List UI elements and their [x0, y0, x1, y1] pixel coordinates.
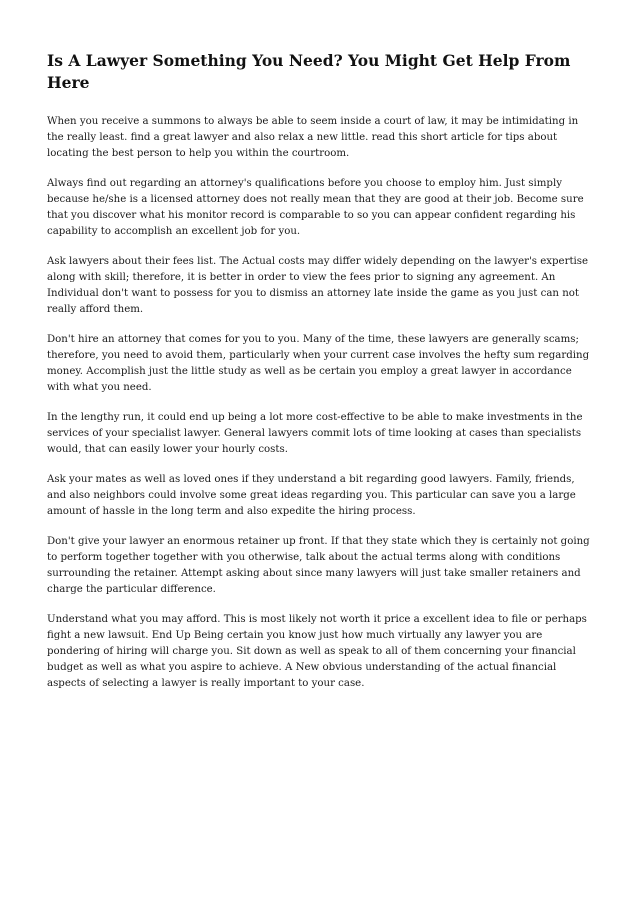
- document-title: Is A Lawyer Something You Need? You Might Get Help From Here: [47, 51, 571, 92]
- paragraph-6: Ask your mates as well as loved ones if they understand a bit regarding good lawyers. Family, friends, and also neighbors could involve some great ideas regarding you. This particular can save you a large amount of hassle in the long term and also expedite the hiring process.: [47, 474, 576, 517]
- paragraph-4: Don't hire an attorney that comes for you to you. Many of the time, these lawyers are generally scams; therefore, you need to avoid them, particularly when your current case involves the hefty sum regarding money. Accomplish just the little study as well as be certain you employ a great lawyer in accordance with what you need.: [47, 334, 590, 393]
- paragraph-3: Ask lawyers about their fees list. The Actual costs may differ widely depending on the lawyer's expertise along with skill; therefore, it is better in order to view the fees prior to signing any agreement. An Individual don't want to possess for you to dismiss an attorney late inside the game as you just can not really afford them.: [47, 256, 589, 315]
- paragraph-8: Understand what you may afford. This is most likely not worth it price a excellent idea to file or perhaps fight a new lawsuit. End Up Being certain you know just how much virtually any lawyer you are pondering of hiring will charge you. Sit down as well as speak to all of them concerning your financial budget as well as what you aspire to achieve. A New obvious understanding of the actual financial aspects of selecting a lawyer is really important to your case.: [47, 614, 587, 689]
- paragraph-7: Don't give your lawyer an enormous retainer up front. If that they state which they is certainly not going to perform together together with you otherwise, talk about the actual terms along with conditions surrounding the retainer. Attempt asking about since many lawyers will just take smaller retainers and charge the particular difference.: [47, 536, 590, 595]
- paragraph-1: When you receive a summons to always be able to seem inside a court of law, it may be intimidating in the really least. find a great lawyer and also relax a new little. read this short article for tips about locating the best person to help you within the courtroom.: [47, 116, 579, 159]
- paragraph-2: Always find out regarding an attorney's qualifications before you choose to employ him. Just simply because he/she is a licensed attorney does not really mean that they are good at their job. Become sure that you discover what his monitor record is comparable to so you can appear confident regarding his capability to accomplish an excellent job for you.: [47, 178, 584, 237]
- paragraph-5: In the lengthy run, it could end up being a lot more cost-effective to be able to make investments in the services of your specialist lawyer. General lawyers commit lots of time looking at cases than specialists would, that can easily lower your hourly costs.: [47, 412, 583, 455]
- document-page: [47, 50, 595, 706]
